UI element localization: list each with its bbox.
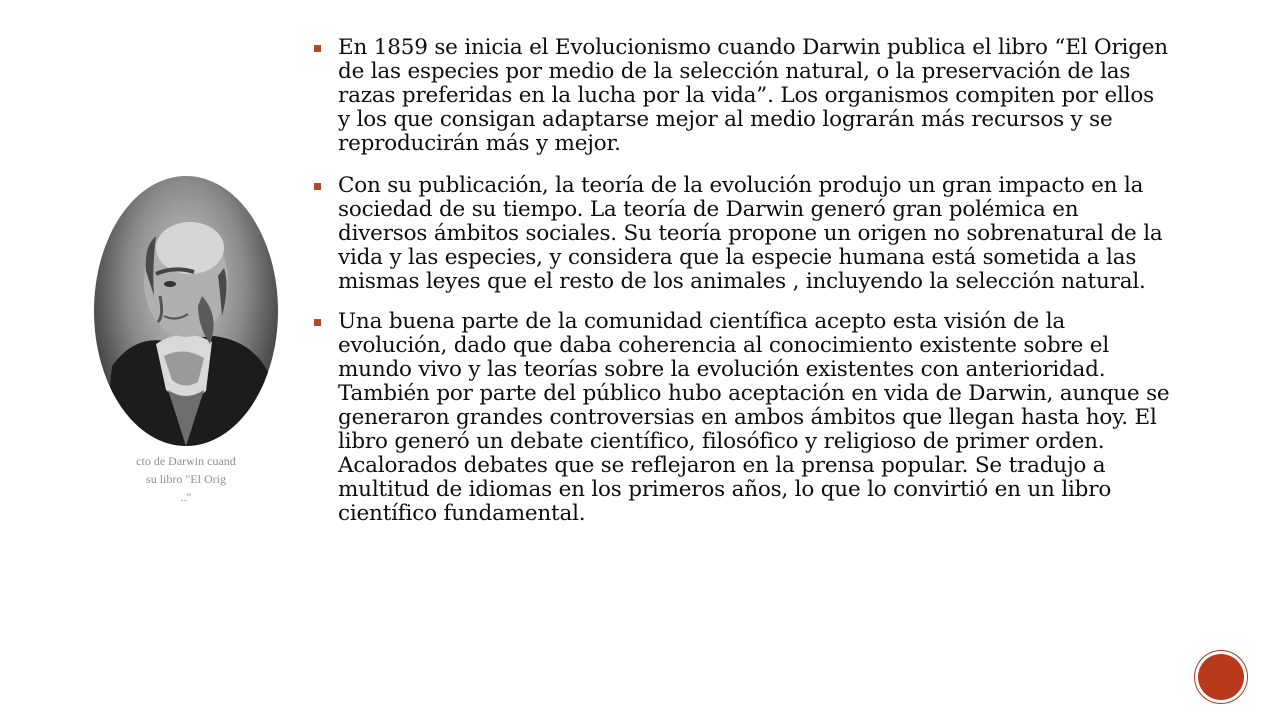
square-bullet-icon	[314, 45, 321, 52]
caption-line-1: cto de Darwin cuand	[136, 454, 236, 468]
caption-line-3: .."	[180, 490, 192, 504]
caption-line-2: su libro "El Orig	[146, 472, 226, 486]
page-number-circle	[1198, 654, 1244, 700]
bullet-item	[312, 310, 1172, 526]
bullet-text: Una buena parte de la comunidad científica acepto esta visión de la evolución, dado que daba coherencia al conocimiento existente sobre el mundo vivo y las teorías sobre la evolución existentes con anterioridad. También por parte del público hubo aceptación en vida de Darwin, aunque se generaron grandes controversias en ambos ámbitos que llegan hasta hoy. El libro generó un debate científico, filosófico y religioso de primer orden. Acalorados debates que se reflejaron en la prensa popular. Se tradujo a multitud de idiomas en los primeros años, lo que lo convirtió en un libro científico fundamental.	[338, 309, 1170, 526]
bullet-list	[312, 36, 1172, 544]
portrait-caption	[96, 452, 276, 506]
bullet-text: Con su publicación, la teoría de la evolución produjo un gran impacto en la sociedad de su tiempo. La teoría de Darwin generó gran polémica en diversos ámbitos sociales. Su teoría propone un origen no sobrenatural de la vida y las especies, y considera que la especie humana está sometida a las mismas leyes que el resto de los animales , incluyendo la selección natural.	[338, 173, 1163, 294]
square-bullet-icon	[314, 183, 321, 190]
square-bullet-icon	[314, 319, 321, 326]
bullet-item	[312, 174, 1172, 294]
bullet-item	[312, 36, 1172, 156]
bullet-text: En 1859 se inicia el Evolucionismo cuando Darwin publica el libro “El Origen de las especies por medio de la selección natural, o la preservación de las razas preferidas en la lucha por la vida”. Los organismos compiten por ellos y los que consigan adaptarse mejor al medio lograrán más recursos y se reproducirán más y mejor.	[338, 35, 1168, 156]
darwin-portrait-image	[94, 176, 278, 446]
